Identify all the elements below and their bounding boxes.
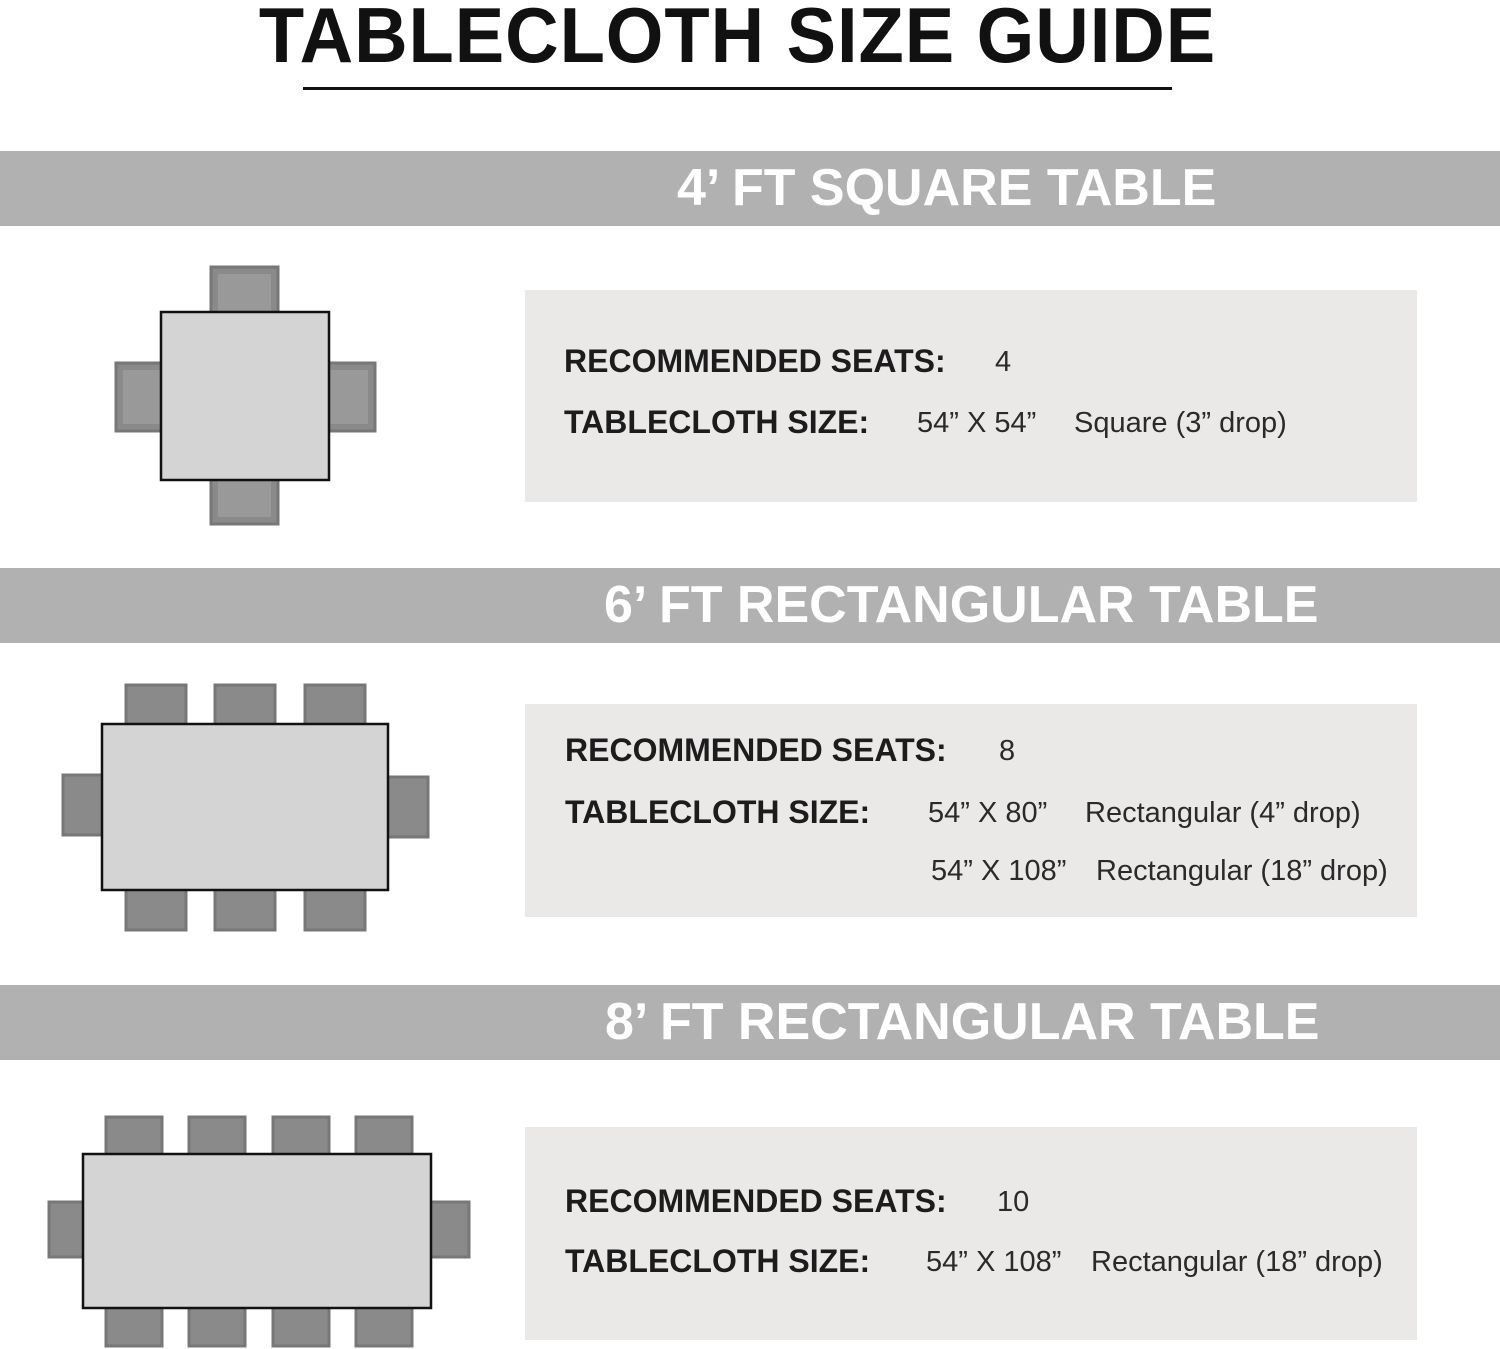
seats-label: RECOMMENDED SEATS: xyxy=(565,732,947,768)
chair-bottom-1 xyxy=(106,1304,162,1346)
8ft-table-icon xyxy=(45,1112,475,1349)
size-description: Rectangular (18” drop) xyxy=(1091,1246,1383,1278)
square-table-icon xyxy=(110,262,380,532)
size-description-2: Rectangular (18” drop) xyxy=(1096,855,1388,887)
size-description: Square (3” drop) xyxy=(1074,407,1287,439)
section-band-square xyxy=(0,151,1500,226)
chair-bottom-2 xyxy=(189,1304,245,1346)
square-table-diagram xyxy=(110,262,380,532)
seats-value: 8 xyxy=(999,735,1016,767)
info-box-6ft xyxy=(525,704,1417,917)
6ft-table-icon xyxy=(58,680,438,940)
section-heading-square: 4’ FT SQUARE TABLE xyxy=(677,159,1217,217)
section-band-8ft xyxy=(0,985,1500,1060)
section-band-6ft xyxy=(0,568,1500,643)
info-box-square xyxy=(525,290,1417,502)
chair-bottom-3 xyxy=(273,1304,329,1346)
size-dimensions: 54” X 108” xyxy=(926,1246,1062,1278)
size-dimensions-2: 54” X 108” xyxy=(931,855,1067,887)
size-dimensions-1: 54” X 80” xyxy=(928,797,1048,829)
table-top xyxy=(161,312,329,480)
seats-value: 10 xyxy=(997,1186,1030,1218)
info-box-8ft xyxy=(525,1127,1417,1340)
seats-label: RECOMMENDED SEATS: xyxy=(564,343,946,379)
size-description-1: Rectangular (4” drop) xyxy=(1085,797,1361,829)
size-label: TABLECLOTH SIZE: xyxy=(565,1243,871,1279)
section-heading-8ft: 8’ FT RECTANGULAR TABLE xyxy=(605,993,1320,1051)
section-heading-6ft: 6’ FT RECTANGULAR TABLE xyxy=(604,576,1319,634)
table-top xyxy=(83,1154,431,1308)
title-underline xyxy=(303,87,1172,90)
size-label: TABLECLOTH SIZE: xyxy=(564,404,870,440)
table-top xyxy=(102,724,388,890)
seats-value: 4 xyxy=(995,346,1012,378)
size-label: TABLECLOTH SIZE: xyxy=(565,794,871,830)
seats-label: RECOMMENDED SEATS: xyxy=(565,1183,947,1219)
6ft-table-diagram xyxy=(58,680,438,940)
size-dimensions: 54” X 54” xyxy=(917,407,1037,439)
page-title: TABLECLOTH SIZE GUIDE xyxy=(258,0,1217,79)
8ft-table-diagram xyxy=(45,1112,475,1349)
chair-bottom-4 xyxy=(356,1304,412,1346)
